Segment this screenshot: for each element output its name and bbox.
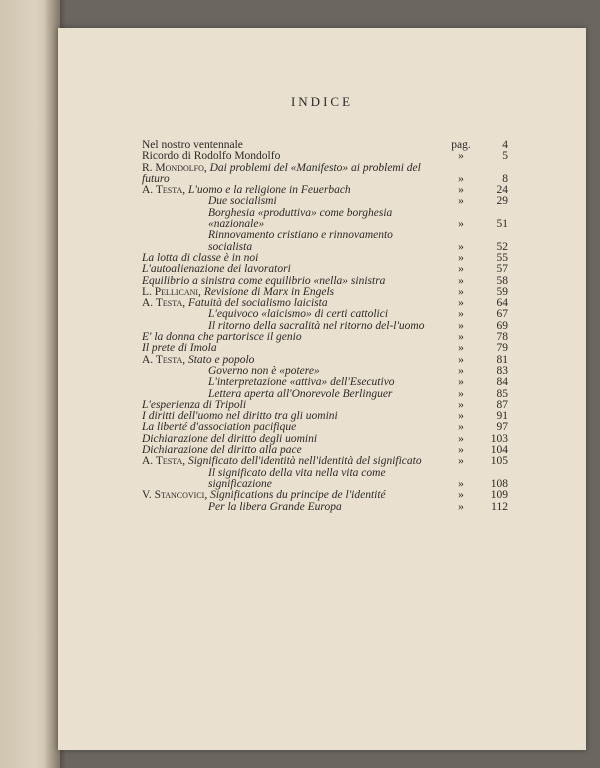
- toc-entry-title: Il prete di Imola: [142, 342, 217, 355]
- toc-entry-title: Revisione di Marx in Engels: [203, 285, 335, 298]
- toc-entry-marker: »: [458, 376, 464, 389]
- toc-entry-title: L'equivoco «laicismo» di certi cattolici: [208, 308, 389, 321]
- toc-entry-marker: »: [458, 195, 464, 208]
- toc-entry-page: 112: [491, 500, 508, 513]
- toc-entry-page: 109: [490, 489, 508, 502]
- toc-entry-title: Il significato della vita nella vita come significazione: [208, 466, 386, 490]
- toc-entry: [142, 185, 508, 196]
- toc-entry-title: La lotta di classe è in noi: [142, 251, 259, 264]
- toc-entry-page: 4: [502, 139, 508, 151]
- toc-entry-page: 55: [496, 251, 508, 264]
- toc-entry-marker: »: [458, 398, 464, 411]
- toc-entry-page: 108: [490, 477, 508, 490]
- toc-entry-title: Due socialismi: [208, 195, 277, 208]
- toc-entry-page: 58: [496, 274, 508, 287]
- toc-entry-page: 97: [496, 421, 508, 434]
- toc-entry-title: Lettera aperta all'Onorevole Berlinguer: [208, 387, 393, 400]
- toc-entry-title: Rinnovamento cristiano e rinnovamento socialista: [208, 229, 393, 253]
- toc-entry-marker: »: [458, 500, 464, 513]
- toc-entry-title: Stato e popolo: [187, 353, 255, 366]
- toc-entry-marker: »: [458, 364, 464, 377]
- toc-entry: [142, 355, 508, 366]
- toc-entry-title: L'interpretazione «attiva» dell'Esecutivo: [208, 376, 395, 389]
- toc-entry-marker: »: [458, 218, 464, 231]
- toc-entry-marker: »: [458, 444, 464, 457]
- toc-entry-author: R. Mondolfo,: [142, 161, 207, 174]
- book-page: [58, 28, 586, 750]
- toc-entry-title: Equilibrio a sinistra come equilibrio «nella» sinistra: [142, 274, 386, 287]
- toc-entry-page: 29: [496, 195, 508, 208]
- toc-entry-marker: »: [458, 172, 464, 185]
- toc-entry-marker: »: [458, 489, 464, 502]
- toc-entry-title: La liberté d'association pacifique: [142, 421, 297, 434]
- toc-entry-page: 8: [502, 172, 508, 185]
- toc-entry: [142, 502, 508, 513]
- toc-entry-marker: »: [458, 184, 464, 197]
- toc-entry-page: 85: [496, 387, 508, 400]
- toc-entry-marker: »: [458, 150, 464, 163]
- toc-entry-page: 64: [496, 297, 508, 310]
- toc-entry-title: Fatuità del socialismo laicista: [187, 297, 328, 310]
- toc-entry-page: 52: [496, 240, 508, 253]
- toc-entry: [142, 163, 508, 186]
- toc-entry: [142, 230, 508, 253]
- toc-entry-marker: »: [458, 410, 464, 423]
- toc-entry-marker: »: [458, 308, 464, 321]
- toc-entry-page: 78: [496, 331, 508, 344]
- toc-entry-title: I diritti dell'uomo nel diritto tra gli uomini: [142, 410, 338, 423]
- toc-entry-marker: »: [458, 331, 464, 344]
- toc-entry-page: 83: [496, 364, 508, 377]
- toc-entry-marker: »: [458, 240, 464, 253]
- toc-entry-title: Dichiarazione del diritto degli uomini: [142, 432, 318, 445]
- toc-entry-page: 105: [490, 455, 508, 468]
- toc-entry-title: Dichiarazione del diritto alla pace: [142, 444, 302, 457]
- toc-entry-title: Borghesia «produttiva» come borghesia «nazionale»: [208, 206, 393, 231]
- toc-entry-marker: »: [458, 455, 464, 468]
- toc-entry-marker: »: [458, 342, 464, 355]
- table-of-contents: [142, 140, 508, 513]
- toc-entry-page: 59: [496, 285, 508, 298]
- toc-entry-title: Il ritorno della sacralità nel ritorno del-l'uomo: [208, 319, 425, 332]
- toc-entry-title: Significations du principe de l'identité: [210, 489, 386, 502]
- toc-entry-title: L'uomo e la religione in Feuerbach: [187, 184, 351, 197]
- toc-entry-page: 87: [496, 398, 508, 411]
- toc-entry-page: 24: [496, 184, 508, 197]
- toc-entry-page: 57: [496, 263, 508, 276]
- toc-entry-title: L'esperienza di Tripoli: [142, 398, 247, 411]
- toc-entry-page: 67: [496, 308, 508, 321]
- toc-entry-marker: »: [458, 421, 464, 434]
- toc-entry-marker: »: [458, 297, 464, 310]
- toc-entry-page: 104: [490, 444, 508, 457]
- toc-entry-title: Significato dell'identità nell'identità del significato: [187, 455, 422, 468]
- toc-entry-author: A. Testa,: [142, 184, 186, 197]
- toc-entry-marker: »: [458, 353, 464, 366]
- toc-entry-page: 91: [496, 410, 508, 423]
- toc-entry: [142, 468, 508, 491]
- toc-entry-marker: »: [458, 432, 464, 445]
- toc-entry-title: Per la libera Grande Europa: [208, 500, 342, 513]
- toc-entry-marker: »: [458, 263, 464, 276]
- toc-entry-title: Governo non è «potere»: [208, 364, 320, 377]
- toc-entry-marker: »: [458, 251, 464, 264]
- toc-entry-title: E' la donna che partorisce il genio: [142, 331, 302, 344]
- toc-entry-page: 69: [496, 319, 508, 332]
- toc-entry: [142, 208, 508, 231]
- toc-entry-page: 79: [496, 342, 508, 355]
- toc-entry-page: 51: [496, 218, 508, 231]
- toc-entry-page: 81: [496, 353, 508, 366]
- toc-entry-title: Nel nostro ventennale: [142, 139, 243, 151]
- toc-entry-page: 84: [496, 376, 508, 389]
- toc-entry-page: 5: [502, 150, 508, 163]
- toc-entry-author: L. Pellicani,: [142, 285, 201, 298]
- toc-entry-marker: »: [458, 285, 464, 298]
- toc-entry-author: A. Testa,: [142, 297, 186, 310]
- toc-entry-author: V. Stancovici,: [142, 489, 208, 502]
- toc-entry-title: Ricordo di Rodolfo Mondolfo: [142, 150, 281, 163]
- toc-entry-title: L'autoalienazione dei lavoratori: [142, 263, 291, 276]
- toc-entry-title: Dai problemi del «Manifesto» ai problemi del futuro: [142, 161, 421, 185]
- toc-entry-page: 103: [490, 432, 508, 445]
- toc-entry-marker: »: [458, 387, 464, 400]
- page-title: INDICE: [290, 94, 354, 109]
- toc-entry-marker: pag.: [451, 139, 471, 151]
- toc-entry-marker: »: [458, 274, 464, 287]
- toc-entry-author: A. Testa,: [142, 455, 186, 468]
- toc-entry-author: A. Testa,: [142, 353, 186, 366]
- toc-entry-marker: »: [458, 319, 464, 332]
- toc-entry-marker: »: [458, 477, 464, 490]
